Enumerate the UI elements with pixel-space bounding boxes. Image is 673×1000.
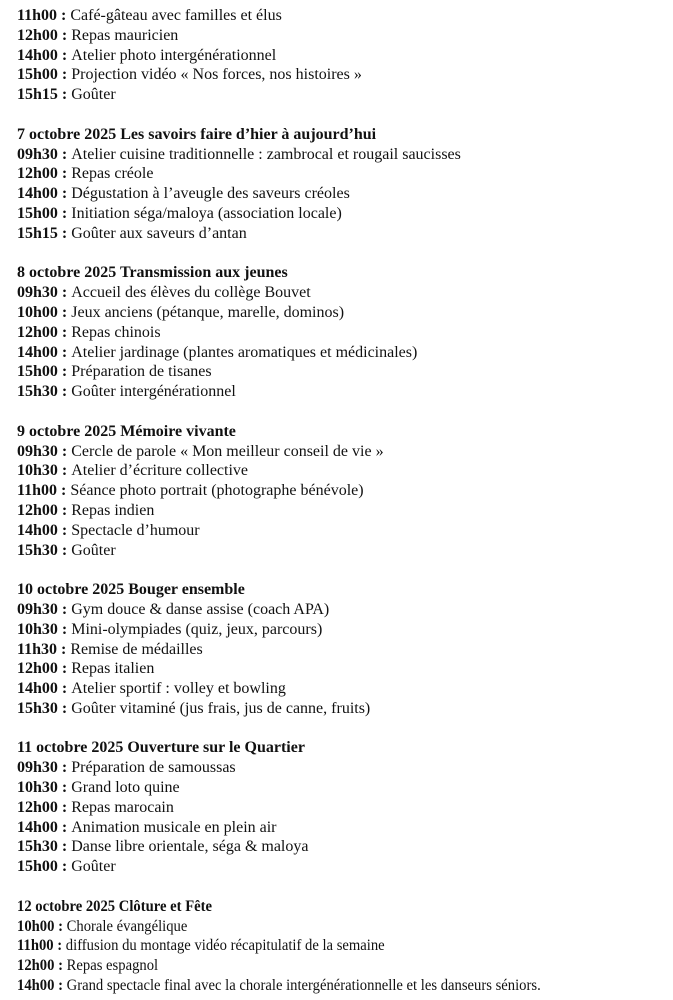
time-separator: : — [57, 383, 72, 401]
item-activity: Atelier photo intergénérationnel — [71, 46, 277, 64]
item-time: 14h00 — [17, 46, 58, 64]
item-time: 12h00 — [17, 165, 58, 183]
item-activity: Préparation de tisanes — [71, 363, 212, 381]
day-heading: 12 octobre 2025 Clôture et Fête — [17, 897, 213, 915]
item-activity: Repas italien — [71, 660, 155, 678]
day-heading: 10 octobre 2025 Bouger ensemble — [17, 581, 245, 599]
item-activity: Repas chinois — [71, 323, 161, 341]
schedule-item — [17, 620, 673, 640]
item-activity: Atelier d’écriture collective — [71, 462, 249, 480]
item-activity: Atelier sportif : volley et bowling — [71, 680, 286, 698]
item-activity: Spectacle d’humour — [71, 521, 200, 539]
time-separator: : — [57, 699, 72, 717]
day-section — [17, 580, 673, 719]
time-separator: : — [57, 343, 72, 361]
item-time: 15h30 — [17, 838, 58, 856]
time-separator: : — [57, 66, 72, 84]
item-time: 14h00 — [17, 977, 55, 995]
time-separator: : — [57, 640, 71, 658]
day-section — [17, 897, 617, 996]
day-heading: 9 octobre 2025 Mémoire vivante — [17, 422, 236, 440]
time-separator: : — [57, 779, 72, 797]
time-separator: : — [54, 977, 67, 995]
item-time: 10h00 — [17, 303, 58, 321]
item-activity: Repas indien — [71, 501, 155, 519]
day-section — [17, 738, 673, 877]
time-separator: : — [57, 363, 72, 381]
time-separator: : — [57, 462, 72, 480]
time-separator: : — [57, 185, 72, 203]
schedule-item — [17, 659, 673, 679]
item-activity: Projection vidéo « Nos forces, nos histoires » — [71, 66, 362, 84]
item-time: 12h00 — [17, 957, 55, 975]
item-activity: diffusion du montage vidéo récapitulatif de la semaine — [65, 937, 385, 955]
item-time: 15h00 — [17, 858, 58, 876]
item-activity: Goûter — [71, 86, 116, 104]
schedule-item — [17, 6, 673, 26]
item-activity: Grand spectacle final avec la chorale intergénérationnelle et les danseurs séniors. — [66, 977, 541, 995]
day-heading: 8 octobre 2025 Transmission aux jeunes — [17, 264, 288, 282]
item-activity: Goûter aux saveurs d’antan — [71, 224, 247, 242]
item-activity: Grand loto quine — [71, 779, 180, 797]
day-heading: 11 octobre 2025 Ouverture sur le Quartier — [17, 739, 305, 757]
item-time: 15h30 — [17, 541, 58, 559]
time-separator: : — [57, 7, 71, 24]
day-section — [17, 422, 673, 561]
time-separator: : — [57, 224, 72, 242]
schedule-item — [17, 481, 673, 501]
schedule-item — [17, 283, 673, 303]
schedule-item — [17, 204, 673, 224]
time-separator: : — [54, 957, 67, 975]
item-activity: Goûter intergénérationnel — [71, 383, 236, 401]
schedule-item — [17, 936, 617, 956]
schedule-item — [17, 640, 673, 660]
time-separator: : — [57, 145, 72, 163]
schedule-item — [17, 461, 673, 481]
time-separator: : — [57, 501, 72, 519]
item-activity: Préparation de samoussas — [71, 759, 236, 777]
item-time: 14h00 — [17, 680, 58, 698]
item-time: 09h30 — [17, 759, 58, 777]
item-time: 15h30 — [17, 383, 58, 401]
schedule-item — [17, 164, 673, 184]
item-time: 12h00 — [17, 26, 58, 44]
schedule-item — [17, 323, 673, 343]
schedule-item — [17, 956, 617, 976]
item-time: 10h00 — [17, 917, 55, 935]
day-heading: 7 octobre 2025 Les savoirs faire d’hier à aujourd’hui — [17, 125, 377, 143]
item-activity: Goûter vitaminé (jus frais, jus de canne, fruits) — [71, 699, 371, 717]
schedule-item — [17, 343, 673, 363]
time-separator: : — [54, 917, 67, 935]
item-time: 10h30 — [17, 620, 58, 638]
item-activity: Remise de médailles — [70, 640, 203, 658]
schedule-item — [17, 65, 673, 85]
item-activity: Atelier jardinage (plantes aromatiques et médicinales) — [71, 343, 418, 361]
time-separator: : — [57, 521, 72, 539]
item-time: 15h00 — [17, 363, 58, 381]
schedule-item — [17, 600, 673, 620]
schedule-item — [17, 837, 673, 857]
time-separator: : — [57, 818, 72, 836]
item-time: 12h00 — [17, 323, 58, 341]
item-time: 14h00 — [17, 343, 58, 361]
item-activity: Jeux anciens (pétanque, marelle, dominos) — [71, 303, 345, 321]
item-time: 11h00 — [17, 937, 54, 955]
item-activity: Accueil des élèves du collège Bouvet — [71, 284, 311, 302]
item-activity: Repas espagnol — [66, 957, 159, 975]
item-time: 15h00 — [17, 66, 58, 84]
time-separator: : — [57, 323, 72, 341]
time-separator: : — [57, 86, 72, 104]
time-separator: : — [57, 303, 72, 321]
day-section — [17, 125, 673, 244]
time-separator: : — [57, 46, 72, 64]
time-separator: : — [57, 858, 72, 876]
schedule-item — [17, 46, 673, 66]
schedule-item — [17, 679, 673, 699]
schedule-item — [17, 224, 673, 244]
item-activity: Atelier cuisine traditionnelle : zambrocal et rougail saucisses — [71, 145, 461, 163]
day-section — [17, 6, 673, 105]
item-activity: Goûter — [71, 858, 116, 876]
item-time: 10h30 — [17, 779, 58, 797]
item-time: 12h00 — [17, 660, 58, 678]
time-separator: : — [57, 600, 72, 618]
schedule-item — [17, 442, 673, 462]
time-separator: : — [57, 660, 72, 678]
item-activity: Cercle de parole « Mon meilleur conseil de vie » — [71, 442, 384, 460]
schedule-item — [17, 145, 673, 165]
time-separator: : — [57, 482, 71, 500]
item-activity: Mini-olympiades (quiz, jeux, parcours) — [71, 620, 323, 638]
item-time: 12h00 — [17, 798, 58, 816]
time-separator: : — [53, 937, 66, 955]
item-time: 10h30 — [17, 462, 58, 480]
schedule-item — [17, 798, 673, 818]
item-time: 09h30 — [17, 600, 58, 618]
item-time: 14h00 — [17, 521, 58, 539]
item-time: 12h00 — [17, 501, 58, 519]
item-activity: Café-gâteau avec familles et élus — [70, 7, 282, 24]
item-activity: Initiation séga/maloya (association locale) — [71, 204, 342, 222]
item-activity: Chorale évangélique — [66, 917, 188, 935]
item-activity: Animation musicale en plein air — [71, 818, 277, 836]
item-activity: Repas créole — [71, 165, 154, 183]
item-time: 11h00 — [17, 7, 58, 24]
item-activity: Gym douce & danse assise (coach APA) — [71, 600, 330, 618]
schedule-item — [17, 917, 617, 937]
time-separator: : — [57, 620, 72, 638]
item-activity: Dégustation à l’aveugle des saveurs créoles — [71, 185, 350, 203]
schedule-item — [17, 521, 673, 541]
item-time: 14h00 — [17, 818, 58, 836]
schedule-item — [17, 184, 673, 204]
time-separator: : — [57, 284, 72, 302]
day-section — [17, 263, 673, 402]
time-separator: : — [57, 759, 72, 777]
item-activity: Repas mauricien — [71, 26, 179, 44]
time-separator: : — [57, 838, 72, 856]
schedule-item — [17, 303, 673, 323]
item-activity: Repas marocain — [71, 798, 174, 816]
schedule-item — [17, 501, 673, 521]
item-time: 15h00 — [17, 204, 58, 222]
schedule-item — [17, 758, 673, 778]
item-activity: Danse libre orientale, séga & maloya — [71, 838, 309, 856]
schedule-item — [17, 778, 673, 798]
schedule-item — [17, 382, 673, 402]
schedule-item — [17, 26, 673, 46]
schedule-item — [17, 85, 673, 105]
time-separator: : — [57, 204, 72, 222]
time-separator: : — [57, 442, 72, 460]
item-time: 15h15 — [17, 86, 58, 104]
time-separator: : — [57, 680, 72, 698]
item-time: 11h30 — [17, 640, 58, 658]
item-time: 09h30 — [17, 284, 58, 302]
item-time: 09h30 — [17, 145, 58, 163]
schedule-item — [17, 699, 673, 719]
schedule-item — [17, 541, 673, 561]
item-time: 15h15 — [17, 224, 58, 242]
item-activity: Goûter — [71, 541, 116, 559]
item-time: 15h30 — [17, 699, 58, 717]
schedule-item — [17, 857, 673, 877]
time-separator: : — [57, 165, 72, 183]
item-activity: Séance photo portrait (photographe bénévole) — [70, 482, 364, 500]
time-separator: : — [57, 26, 72, 44]
time-separator: : — [57, 541, 72, 559]
item-time: 11h00 — [17, 482, 58, 500]
item-time: 14h00 — [17, 185, 58, 203]
time-separator: : — [57, 798, 72, 816]
item-time: 09h30 — [17, 442, 58, 460]
schedule-item — [17, 818, 673, 838]
schedule-item — [17, 362, 673, 382]
schedule-item — [17, 976, 617, 996]
